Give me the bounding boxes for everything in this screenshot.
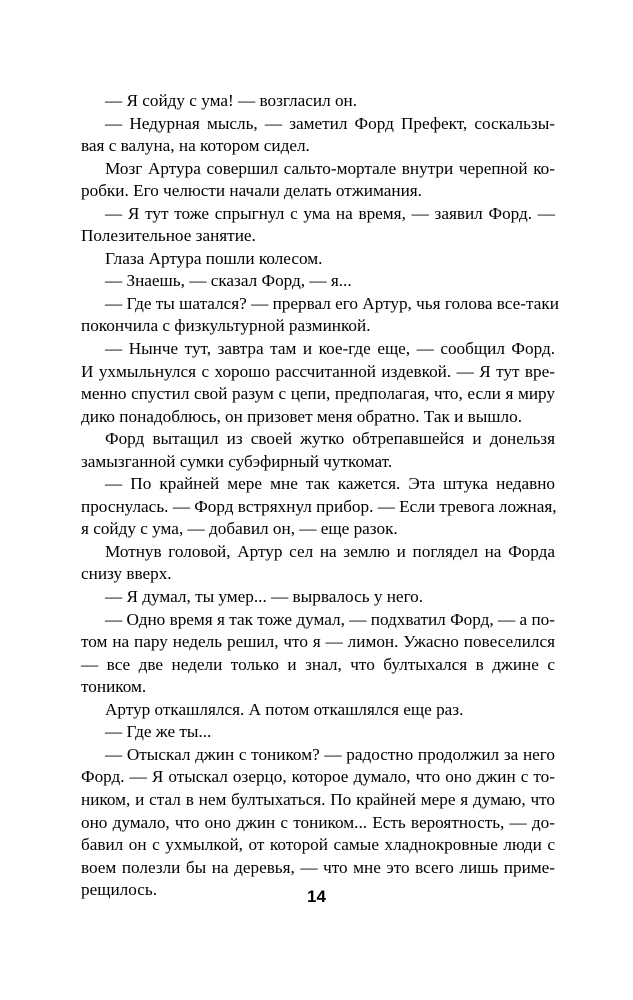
- text-line: — Знаешь, — сказал Форд, — я...: [105, 271, 352, 291]
- text-line: воем полезли бы на деревья, — что мне это всего лишь приме-: [81, 857, 555, 877]
- text-line: я сойду с ума, — добавил он, — еще разок.: [81, 519, 398, 539]
- text-line: замызганной сумки субэфирный чуткомат.: [81, 451, 393, 471]
- text-line: Форд. — Я отыскал озерцо, которое думало, что оно джин с то-: [81, 767, 555, 787]
- text-line: оно думало, что оно джин с тоником... Есть вероятность, — до-: [81, 812, 555, 832]
- text-line: И ухмыльнулся с хорошо рассчитанной издевкой. — Я тут вре-: [81, 361, 555, 381]
- text-line: — Где же ты...: [105, 722, 212, 742]
- text-line: Мозг Артура совершил сальто-мортале внутри черепной ко-: [105, 158, 555, 178]
- text-line: — Я сойду с ума! — возгласил он.: [105, 91, 358, 110]
- text-line: рещилось.: [81, 880, 158, 900]
- text-line: — Я думал, ты умер... — вырвалось у него.: [105, 587, 424, 607]
- text-line: тоником.: [81, 677, 147, 697]
- text-line: бавил он с ухмылкой, от которой самые хладнокровные люди с: [81, 835, 555, 855]
- text-line: снизу вверх.: [81, 564, 172, 584]
- page-number: 14: [307, 887, 326, 906]
- text-line: робки. Его челюсти начали делать отжимания.: [81, 181, 422, 201]
- text-line: — Где ты шатался? — прервал его Артур, чья голова все-таки: [105, 293, 559, 313]
- text-line: Полезительное занятие.: [81, 226, 256, 246]
- text-line: ником, и стал в нем бултыхаться. По крайней мере я думаю, что: [81, 789, 555, 809]
- text-line: — Одно время я так тоже думал, — подхватил Форд, — а по-: [105, 609, 555, 629]
- text-line: — Отыскал джин с тоником? — радостно продолжил за него: [105, 744, 555, 764]
- text-line: Глаза Артура пошли колесом.: [105, 248, 323, 268]
- text-line: — Нынче тут, завтра там и кое-где еще, — сообщил Форд.: [105, 339, 555, 359]
- text-line: том на пару недель решил, что я — лимон. Ужасно повеселился: [81, 632, 555, 652]
- text-line: Артур откашлялся. А потом откашлялся еще раз.: [105, 699, 464, 719]
- text-line: Форд вытащил из своей жутко обтрепавшейся и донельзя: [105, 429, 555, 449]
- body-text: [81, 90, 559, 902]
- text-line: вая с валуна, на котором сидел.: [81, 136, 310, 156]
- text-line: — все две недели только и знал, что бултыхался в джине с: [81, 654, 555, 674]
- text-line: Мотнув головой, Артур сел на землю и поглядел на Форда: [105, 541, 555, 561]
- text-line: — Я тут тоже спрыгнул с ума на время, — заявил Форд. —: [105, 203, 555, 223]
- text-line: — По крайней мере мне так кажется. Эта штука недавно: [105, 474, 555, 494]
- text-line: проснулась. — Форд встряхнул прибор. — Если тревога ложная,: [81, 496, 557, 516]
- text-line: менно спустил свой разум с цепи, предполагая, что, если я миру: [81, 384, 555, 404]
- text-line: — Недурная мысль, — заметил Форд Префект, соскальзы-: [105, 113, 555, 133]
- text-line: дико понадоблюсь, он призовет меня обратно. Так и вышло.: [81, 406, 522, 426]
- text-line: покончила с физкультурной разминкой.: [81, 316, 371, 336]
